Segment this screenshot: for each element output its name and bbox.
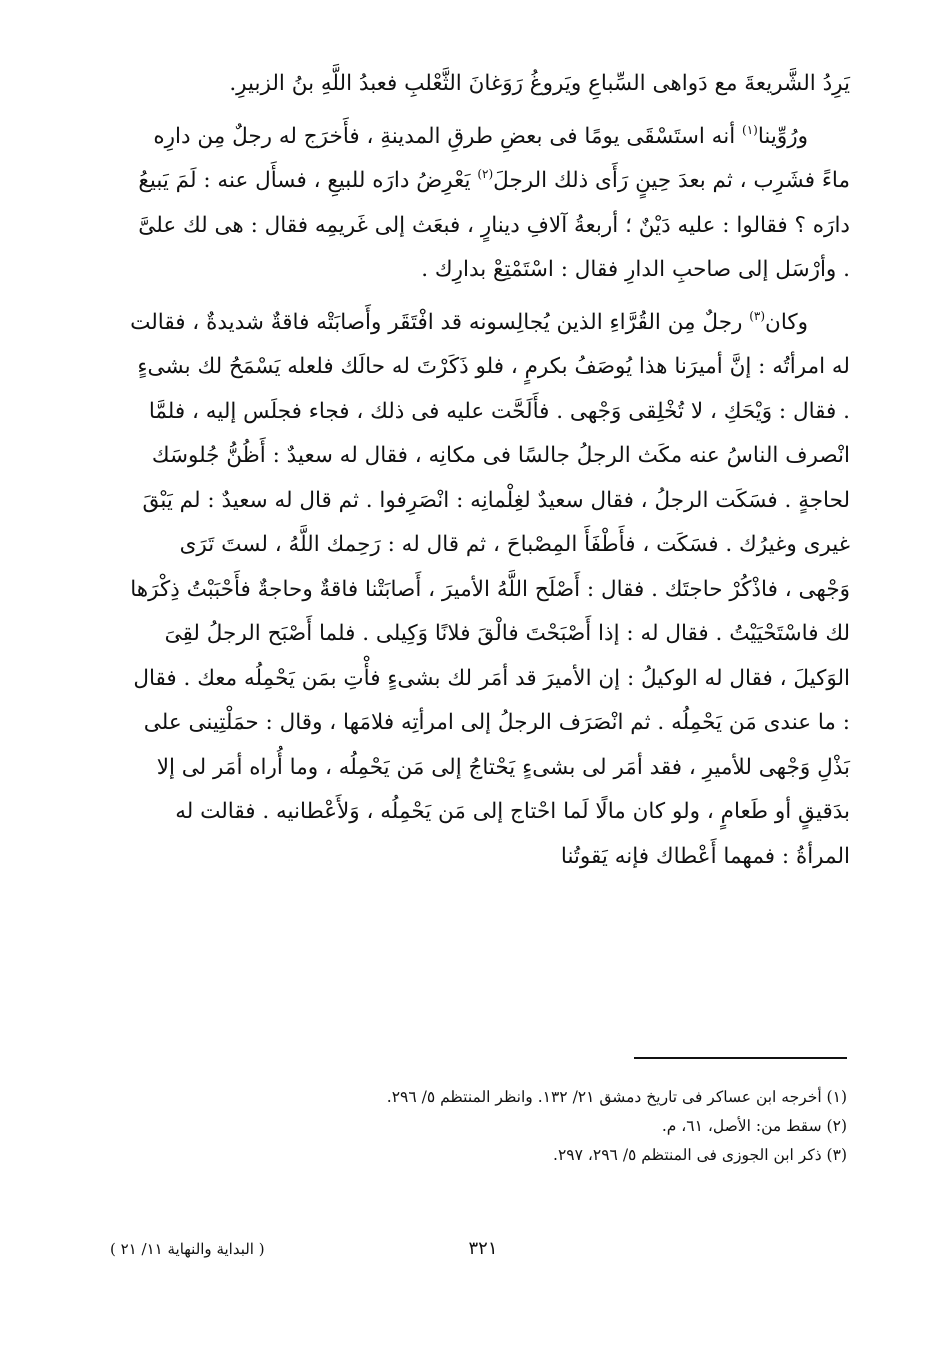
paragraph-2-text-end: يَعْرِضُ دارَه للبيعِ ، فسأَل عنه : لَمَ يَبيعُ دارَه ؟ فقالوا : عليه دَيْنٌ ؛ أربعةُ آلافِ دينارٍ ، فبعَث إلى غَريمِه فقال : هى لك علىَّ . وأرْسَل إلى صاحبِ الدارِ فقال : اسْتَمْتِعْ بدارِك .	[138, 168, 850, 282]
footnote-ref-2: (٢)	[477, 167, 494, 181]
footnote-2: (٢) سقط من: الأصل، ٦١، م.	[661, 1117, 847, 1135]
paragraph-3-text-end: رجلٌ مِن القُرَّاءِ الذين يُجالِسونه قد افْتَقَر وأَصابَتْه فاقةٌ شديدةٌ ، فقالت له امرأتُه : إنَّ أميرَنا هذا يُوصَفُ بكرمٍ ، فلو ذَكَرْتَ له حالَك فلعله يَسْمَحُ لك بشىءٍ . فقال : وَيْحَكِ ، لا تُخْلِقى وَجْهى . فأَلَحَّت عليه فى ذلك ، فجاء فجلَس إليه ، فلمَّا انْصرف الناسُ عنه مكَث الرجلُ جالسًا فى مكانِه ، فقال له سعيدٌ : أَظُنُّ جُلوسَك لحاجةٍ . فسَكَت الرجلُ ، فقال سعيدٌ لغِلْمانِه : انْصَرِفوا . ثم قال له سعيدٌ : لم يَبْقَ غيرى وغيرُك . فسَكَت ، فأَطْفَأَ المِصْباحَ ، ثم قال له : رَحِمك اللَّهُ ، لستَ تَرَى وَجْهى ، فاذْكُرْ حاجتَك . فقال : أَصْلَح اللَّهُ الأميرَ ، أَصابَتْنا فاقةٌ وحاجةٌ فأَحْبَبْتُ ذِكْرَها لك فاسْتَحْيَيْتُ . فقال له : إذا أَصْبَحْتَ فالْقَ فلانًا وَكِيلى . فلما أَصْبَح الرجلُ لقِىَ الوَكيلَ ، فقال له الوكيلُ : إن الأميرَ قد أمَر لك بشىءٍ فأْتِ بمَن يَحْمِلُه معك . فقال : ما عندى مَن يَحْمِلُه . ثم انْصَرَف الرجلُ إلى امرأتِه فلامَها ، وقال : حمَلْتِينى على بَذْلِ وَجْهى للأميرِ ، فقد أمَر لى بشىءٍ يَحْتاجُ إلى مَن يَحْمِلُه ، وما أُراه أمَر لى إلا بدَقيقٍ أو طَعامٍ ، ولو كان مالًا لَما احْتاج إلى مَن يَحْمِلُه ، وَلأَعْطانيه . فقالت له المرأةُ : فمهما أَعْطاك فإنه يَقوتُنا	[130, 309, 850, 869]
footnotes	[200, 1083, 847, 1170]
paragraph-1-text: يَرِدُ الشَّريعةَ مع دَواهى السِّباعِ ويَروغُ رَوَغانَ الثَّعْلبِ فعبدُ اللَّهِ بنُ الزبيرِ.	[229, 71, 850, 96]
paragraph-2-text-start: ورُوِّينا	[757, 123, 808, 149]
footnote-3: (٣) ذكر ابن الجوزى فى المنتظم ٥/ ٢٩٦، ٢٩٧.	[553, 1146, 847, 1164]
running-footer: ( البداية والنهاية ١١/ ٢١ )	[110, 1240, 265, 1258]
paragraph-3-text-start: وكان	[765, 309, 808, 335]
footnote-1: (١) أخرجه ابن عساكر فى تاريخ دمشق ٢١/ ١٣٢. وانظر المنتظم ٥/ ٢٩٦.	[386, 1088, 847, 1106]
footnote-ref-3: (٣)	[749, 308, 766, 323]
main-text	[128, 62, 850, 887]
page-number: ٣٢١	[468, 1238, 498, 1259]
footnote-separator	[634, 1057, 847, 1059]
paragraph-1	[128, 62, 850, 107]
paragraph-2	[128, 115, 850, 293]
paragraph-2-text-middle: أنه استَسْقَى يومًا فى بعضِ طرقِ المدينةِ ، فأَخرَج له رجلٌ مِن دارِه ماءً فشَرِب ، ثم بعدَ حِينٍ رَأَى ذلك الرجلَ	[153, 123, 850, 193]
paragraph-3	[128, 301, 850, 880]
footnote-ref-1: (١)	[742, 122, 758, 137]
